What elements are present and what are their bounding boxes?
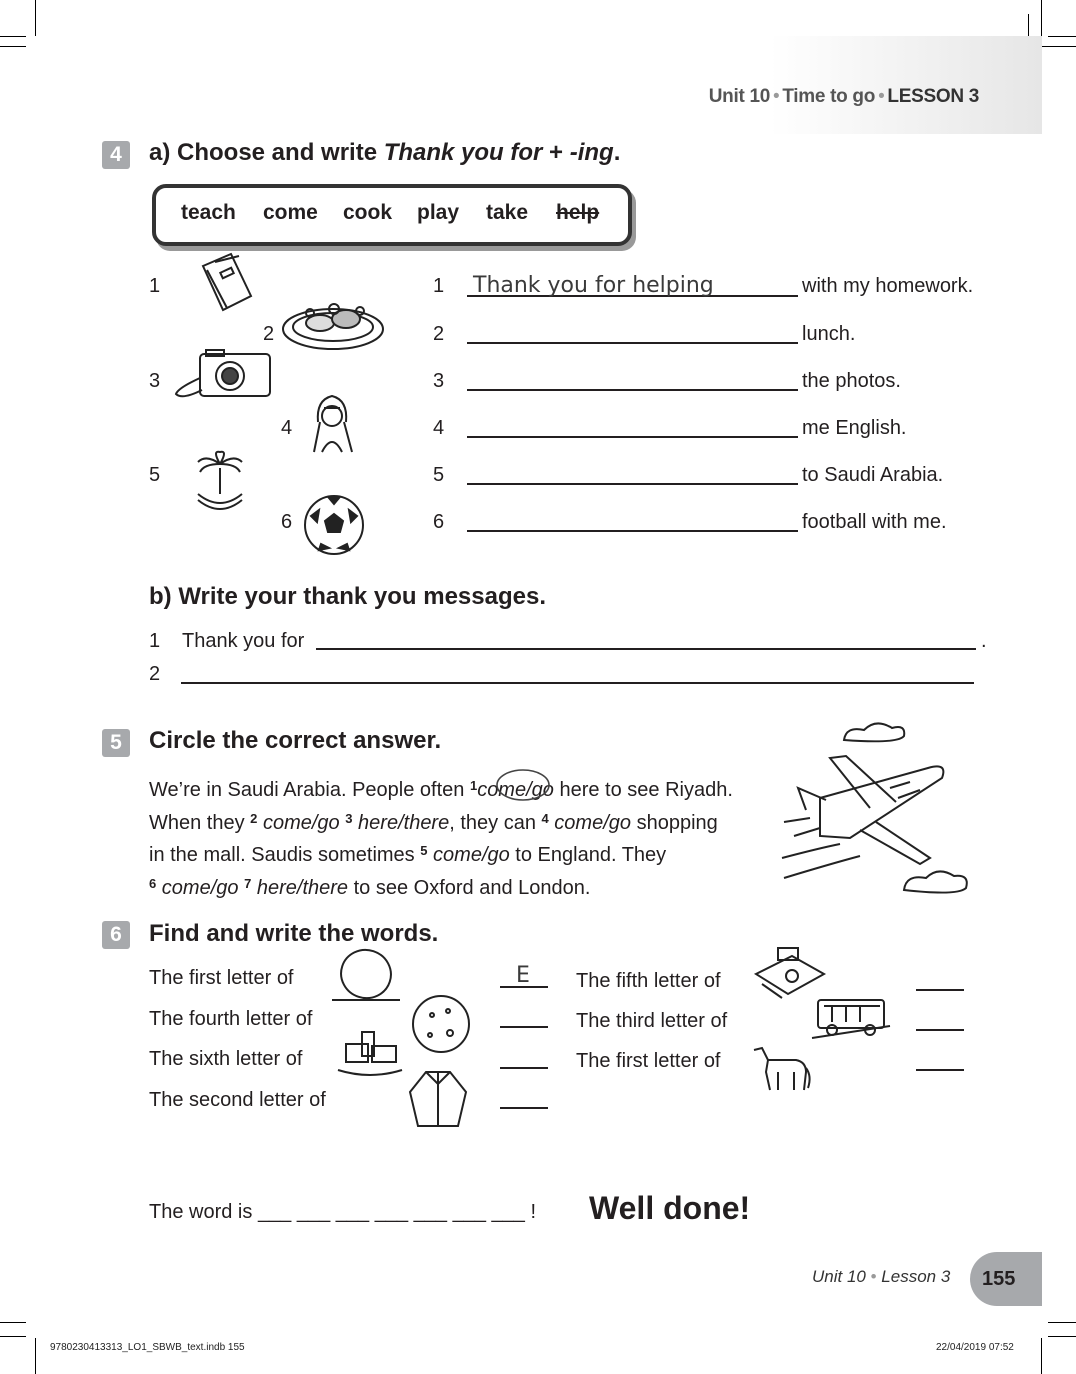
picture-number: 5 <box>149 464 161 486</box>
example-letter: E <box>516 963 530 988</box>
letter-blank[interactable] <box>916 1029 964 1031</box>
answer-line[interactable] <box>467 436 798 438</box>
header-topic: Time to go <box>782 86 876 107</box>
word-blanks[interactable]: ___ ___ ___ ___ ___ ___ ___ <box>257 1201 525 1223</box>
item-number: 7 <box>244 875 252 891</box>
crop-mark <box>1028 14 1029 38</box>
message-prefix: Thank you for <box>182 630 305 652</box>
exercise-4b-title: b) Write your thank you messages. <box>149 583 546 610</box>
text: When they <box>149 811 251 834</box>
option-come-go[interactable]: come/go <box>477 779 554 801</box>
book-icon <box>195 252 257 314</box>
sentence-number: 3 <box>433 370 445 392</box>
letter-blank[interactable] <box>500 1107 548 1109</box>
title-text: . <box>613 139 621 166</box>
page-number: 155 <box>982 1268 1016 1290</box>
running-header <box>709 86 979 108</box>
item-number: 1 <box>469 778 478 793</box>
message-line[interactable] <box>316 648 976 650</box>
option-come-go[interactable]: come/go <box>161 876 239 899</box>
camera-icon <box>172 348 276 404</box>
picture-number: 1 <box>149 275 161 297</box>
title-text: a) Choose and write <box>149 139 384 166</box>
football-icon <box>303 494 365 556</box>
text: here to see Riyadh. <box>553 779 733 801</box>
sentence-number: 1 <box>433 275 445 297</box>
word-help-crossed: help <box>556 201 600 224</box>
header-lesson: LESSON 3 <box>887 86 979 107</box>
crop-mark <box>0 46 26 47</box>
picture-number: 2 <box>263 323 275 345</box>
message-number: 1 <box>149 630 161 652</box>
item-number: 2 <box>250 810 258 826</box>
exercise-6-title: Find and write the words. <box>149 920 439 947</box>
item-number: 3 <box>345 810 353 826</box>
example-answer: Thank you for helping <box>473 273 714 298</box>
text: to England. They <box>509 844 667 866</box>
text: , they can <box>449 811 542 834</box>
picture-number: 3 <box>149 370 161 392</box>
exercise-6-badge: 6 <box>102 921 130 949</box>
answer-line[interactable] <box>467 389 798 391</box>
picnic-icon <box>752 944 828 1002</box>
teacher-man-icon <box>306 392 358 454</box>
option-here-there[interactable]: here/there <box>358 811 450 834</box>
item-number: 4 <box>541 810 549 826</box>
footer-dot: • <box>870 1267 877 1286</box>
crop-mark <box>1042 46 1076 47</box>
clue-text: The sixth letter of <box>149 1048 303 1070</box>
footer-label <box>812 1267 950 1287</box>
text: shopping <box>631 811 718 834</box>
crop-mark <box>0 1336 26 1337</box>
clue-text: The first letter of <box>149 967 294 989</box>
picture-number: 4 <box>281 417 293 439</box>
sentence-ending: the photos. <box>802 370 901 392</box>
letter-blank[interactable] <box>916 1069 964 1071</box>
crop-mark <box>1048 36 1076 37</box>
word-play: play <box>417 201 460 224</box>
option-here-there[interactable]: here/there <box>256 876 349 899</box>
sentence-number: 6 <box>433 511 445 533</box>
crop-mark <box>35 0 36 36</box>
shirt-icon <box>406 1068 470 1130</box>
exercise-5-text <box>149 772 769 902</box>
text: to see Oxford and London. <box>348 876 591 899</box>
title-text: + <box>542 139 570 166</box>
text: in the mall. Saudis sometimes <box>149 844 421 866</box>
town-icon <box>336 1026 406 1082</box>
item-number: 5 <box>420 843 428 858</box>
letter-blank[interactable] <box>500 1026 548 1028</box>
message-line[interactable] <box>181 682 974 684</box>
title-italic: Thank you for <box>383 139 543 166</box>
word-box <box>152 184 632 246</box>
slug-file: 9780230413313_LO1_SBWB_text.indb 155 <box>50 1342 245 1353</box>
title-italic: -ing <box>569 139 614 166</box>
crop-mark <box>0 1322 26 1323</box>
sentence-number: 5 <box>433 464 445 486</box>
clue-text: The third letter of <box>576 1010 728 1032</box>
airplane-icon <box>780 718 980 910</box>
crop-mark <box>1041 1338 1042 1374</box>
word-teach: teach <box>181 201 236 224</box>
text: We’re in Saudi Arabia. People often <box>149 779 470 801</box>
answer-line[interactable] <box>467 342 798 344</box>
egg-icon <box>330 948 400 1004</box>
footer-unit: Unit 10 <box>812 1267 866 1286</box>
item-number: 6 <box>149 875 157 891</box>
handwritten-circle <box>494 766 552 802</box>
clue-text: The fifth letter of <box>576 970 721 992</box>
picture-number: 6 <box>281 511 293 533</box>
exercise-5-title: Circle the correct answer. <box>149 727 442 754</box>
clue-text: The second letter of <box>149 1089 326 1111</box>
crop-mark <box>1041 0 1042 36</box>
moon-icon <box>410 993 472 1055</box>
message-number: 2 <box>149 663 161 685</box>
crop-mark <box>35 1338 36 1374</box>
word-is-label: The word is <box>149 1201 253 1223</box>
clue-text: The fourth letter of <box>149 1008 313 1030</box>
answer-line[interactable] <box>467 483 798 485</box>
word-cook: cook <box>343 201 393 224</box>
word-take: take <box>486 201 529 224</box>
sentence-ending: to Saudi Arabia. <box>802 464 944 486</box>
slug-date: 22/04/2019 07:52 <box>936 1342 1014 1353</box>
exercise-5-badge: 5 <box>102 729 130 757</box>
header-unit: Unit 10 <box>708 86 770 107</box>
sentence-number: 4 <box>433 417 445 439</box>
well-done: Well done! <box>589 1190 751 1226</box>
header-dot: • <box>772 86 780 107</box>
sentence-ending: lunch. <box>802 323 856 345</box>
sentence-ending: with my homework. <box>802 275 974 297</box>
clue-text: The first letter of <box>576 1050 721 1072</box>
sentence-ending: me English. <box>802 417 907 439</box>
answer-line[interactable] <box>467 530 798 532</box>
word-is-line <box>149 1201 536 1224</box>
header-dot: • <box>878 86 885 107</box>
letter-blank[interactable] <box>500 1067 548 1069</box>
letter-blank[interactable] <box>916 989 964 991</box>
header-band <box>770 36 1042 134</box>
crop-mark <box>1048 1336 1076 1337</box>
sentence-ending: football with me. <box>802 511 947 533</box>
crop-mark <box>1048 1322 1076 1323</box>
palm-swords-emblem-icon <box>192 450 248 514</box>
horse-icon <box>748 1042 814 1098</box>
word-come: come <box>263 201 318 224</box>
footer-lesson: Lesson 3 <box>881 1267 951 1286</box>
option-come-go[interactable]: come/go <box>554 811 632 834</box>
exercise-4a-title <box>149 139 620 167</box>
option-come-go[interactable]: come/go <box>433 844 510 866</box>
crop-mark <box>0 36 26 37</box>
option-come-go[interactable]: come/go <box>262 811 340 834</box>
message-full-stop: . <box>981 630 987 652</box>
sentence-number: 2 <box>433 323 445 345</box>
food-plate-icon <box>280 295 388 353</box>
word-end: ! <box>530 1201 536 1223</box>
bus-icon <box>812 996 890 1042</box>
exercise-4-badge: 4 <box>102 141 130 169</box>
